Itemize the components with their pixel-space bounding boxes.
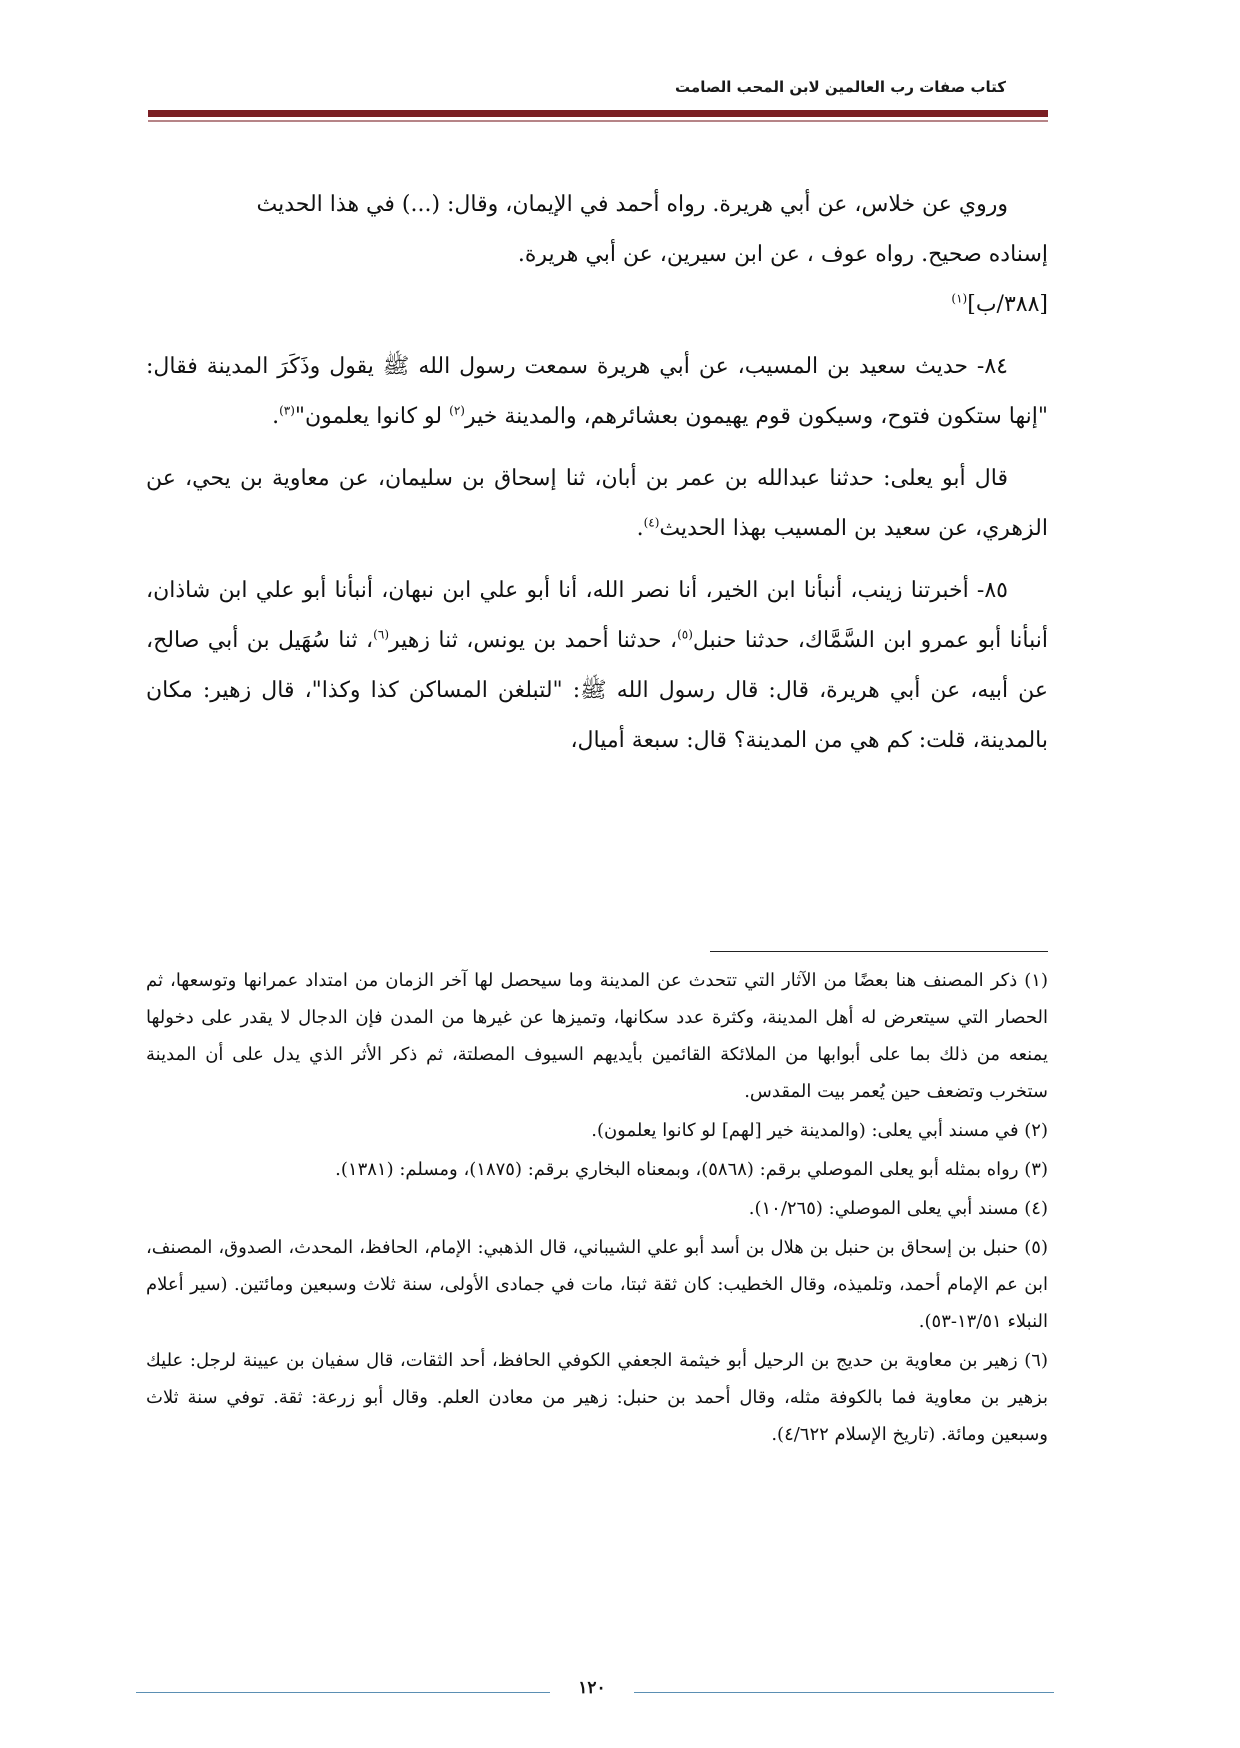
footnote-ref: (٥): [677, 627, 693, 642]
header-divider-thin: [148, 120, 1048, 122]
header-divider: [148, 110, 1048, 117]
footnote-3: (٣) رواه بمثله أبو يعلى الموصلي برقم: (٥٨٦٨)، وبمعناه البخاري برقم: (١٨٧٥)، ومسلم: (١٣٨١).: [335, 1159, 1048, 1180]
footnote-1: (١) ذكر المصنف هنا بعضًا من الآثار التي تتحدث عن المدينة وما سيحصل لها آخر الزمان من امتداد عمرانها وتوسعها، ثم الحصار التي سيتعرض له أهل المدينة، وكثرة عدد سكانها، وتميزها عن غيرها من المدن فإن الدجال لا يقدر على دخولها يمنعه من ذلك بما على أبوابها من الملائكة القائمين بأيديهم السيوف المصلتة، ثم ذكر الأثر الذي يدل على أن المدينة ستخرب وتضعف حين يُعمر بيت المقدس.: [146, 970, 1048, 1102]
footnote-5: (٥) حنبل بن إسحاق بن حنبل بن هلال بن أسد أبو علي الشيباني، قال الذهبي: الإمام، الحافظ، المحدث، الصدوق، المصنف، ابن عم الإمام أحمد، وتلميذه، وقال الخطيب: كان ثقة ثبتا، مات في جمادى الأولى، سنة ثلاث وسبعين ومائتين. (سير أعلام النبلاء ١٣/٥١-٥٣).: [146, 1237, 1048, 1332]
paragraph-text: ، ثنا سُهَيل بن أبي صالح، عن أبيه، عن أبي هريرة، قال: قال رسول الله ﷺ: "لتبلغن المساكن كذا وكذا"، قال زهير: مكان بالمدينة، قلت: كم هي من المدينة؟ قال: سبعة أميال،: [146, 628, 1048, 753]
footnote-ref: (٤): [643, 515, 660, 530]
footnote-4: (٤) مسند أبي يعلى الموصلي: (١٠/٢٦٥).: [748, 1198, 1048, 1219]
paragraph-text: .: [636, 516, 644, 541]
paragraph-text: لو كانوا يعلمون": [294, 404, 450, 429]
footnote-ref: (١): [951, 291, 968, 306]
page-number: ١٢٠: [578, 1678, 606, 1698]
manuscript-folio-marker: [٣٨٨/ب]: [967, 292, 1048, 317]
paragraph-text: ٨٤- حديث سعيد بن المسيب، عن أبي هريرة سمعت رسول الله ﷺ يقول وذَكَرَ المدينة فقال: "إنها ستكون فتوح، وسيكون قوم يهيمون بعشائرهم، والمدينة خير: [146, 354, 1048, 429]
footnotes: [146, 962, 1048, 1455]
footnote-separator: [710, 951, 1048, 952]
paragraph-abu-yala: [146, 454, 1048, 554]
paragraph-1-line-2: إسناده صحيح. رواه عوف ، عن ابن سيرين، عن أبي هريرة.: [517, 242, 1048, 267]
main-text: [146, 180, 1048, 778]
footnote-6: (٦) زهير بن معاوية بن حديج بن الرحيل أبو خيثمة الجعفي الكوفي الحافظ، أحد الثقات، قال سفيان بن عيينة لرجل: عليك بزهير بن معاوية فما بالكوفة مثله، وقال أحمد بن حنبل: زهير من معادن العلم. وقال أبو زرعة: ثقة. توفي سنة ثلاث وسبعين ومائة. (تاريخ الإسلام ٤/٦٢٢).: [146, 1350, 1048, 1445]
paragraph-text: .: [272, 404, 280, 429]
paragraph-1: [146, 180, 1048, 330]
footnote-2: (٢) في مسند أبي يعلى: (والمدينة خير [لهم] لو كانوا يعلمون).: [591, 1120, 1048, 1141]
paragraph-1-line-1: وروي عن خلاس، عن أبي هريرة. رواه أحمد في الإيمان، وقال: (...) في هذا الحديث: [256, 192, 1008, 217]
footnote-ref: (٣): [279, 403, 295, 418]
running-header-title: كتاب صفات رب العالمين لابن المحب الصامت: [675, 78, 1006, 96]
paragraph-hadith-84: [146, 342, 1048, 442]
paragraph-hadith-85: [146, 566, 1048, 766]
paragraph-text: ، حدثنا أحمد بن يونس، ثنا زهير: [389, 628, 678, 653]
paragraph-text: ٨٥- أخبرتنا زينب، أنبأنا ابن الخير، أنا نصر الله، أنا أبو علي ابن نبهان، أنبأنا أبو علي ابن شاذان، أنبأنا أبو عمرو ابن السَّمَّاك، حدثنا حنبل: [146, 578, 1048, 653]
paragraph-text: قال أبو يعلى: حدثنا عبدالله بن عمر بن أبان، ثنا إسحاق بن سليمان، عن معاوية بن يحي، عن الزهري، عن سعيد بن المسيب بهذا الحديث: [146, 466, 1048, 541]
footnote-ref: (٦): [373, 627, 389, 642]
footer-divider-left: [136, 1692, 550, 1693]
footnote-ref: (٢): [449, 403, 465, 418]
footer-divider-right: [634, 1692, 1054, 1693]
